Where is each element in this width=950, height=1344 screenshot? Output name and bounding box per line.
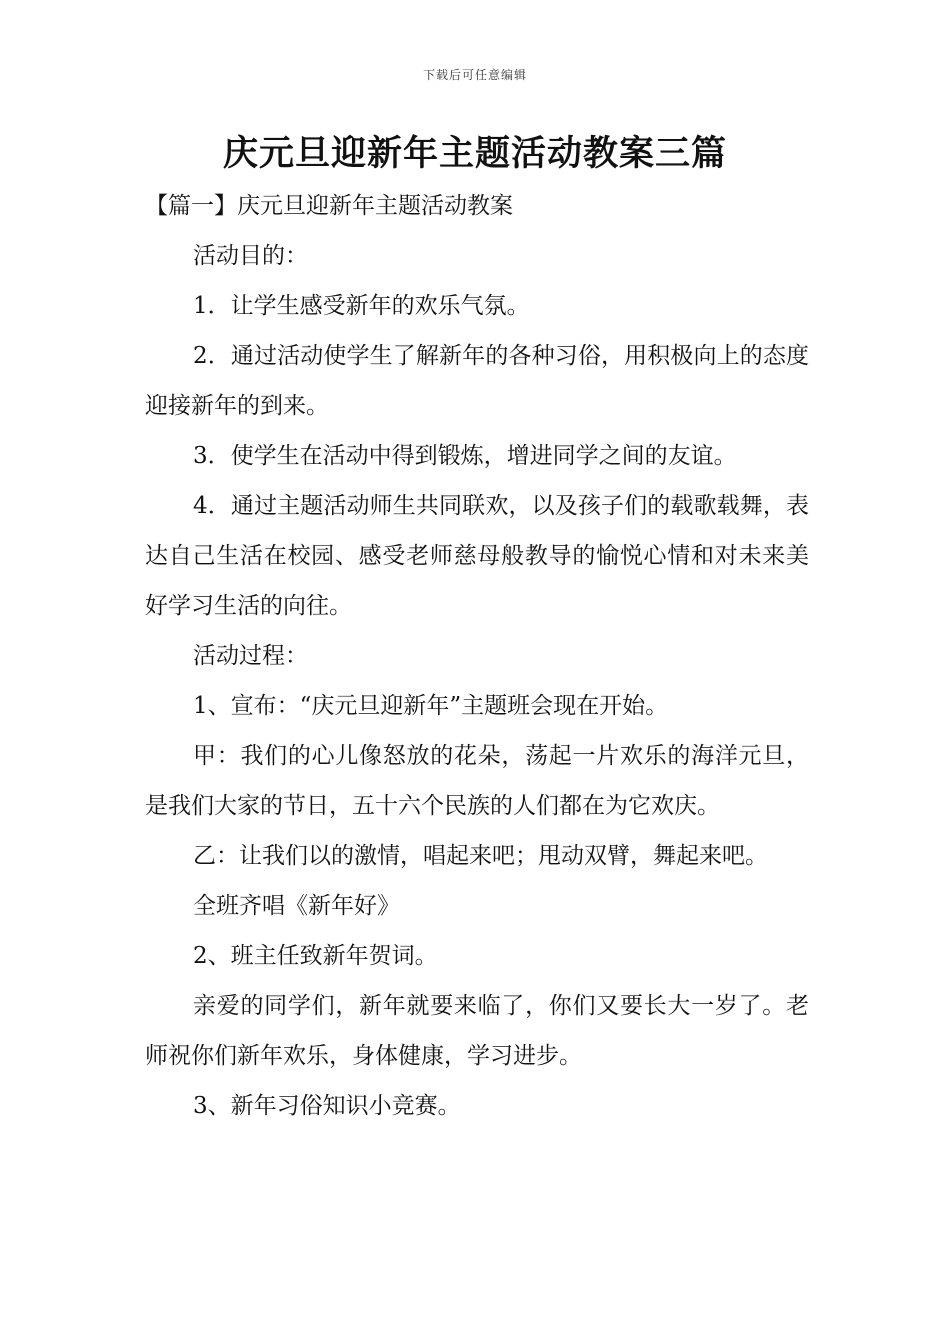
paragraph-activity-goal-heading: 活动目的： — [193, 243, 308, 269]
paragraph-host-b: 乙：让我们以的激情，唱起来吧；甩动双臂，舞起来吧。 — [193, 843, 768, 869]
paragraph-goal-1: 1．让学生感受新年的欢乐气氛。 — [193, 293, 530, 319]
paragraph-step-2: 2、班主任致新年贺词。 — [193, 943, 438, 969]
page-title: 庆元旦迎新年主题活动教案三篇 — [222, 134, 727, 174]
paragraph-greeting: 亲爱的同学们，新年就要来临了，你们又要长大一岁了。老师祝你们新年欢乐，身体健康，学习进步。 — [145, 993, 809, 1069]
header-note: 下载后可任意编辑 — [422, 68, 527, 82]
paragraph-song: 全班齐唱《新年好》 — [193, 893, 400, 919]
paragraph-step-1: 1、宣布：“庆元旦迎新年”主题班会现在开始。 — [193, 693, 669, 719]
document-body — [145, 181, 809, 1131]
paragraph-goal-2: 2．通过活动使学生了解新年的各种习俗，用积极向上的态度迎接新年的到来。 — [145, 343, 809, 419]
section-heading: 【篇一】庆元旦迎新年主题活动教案 — [145, 193, 513, 219]
paragraph-goal-4: 4．通过主题活动师生共同联欢，以及孩子们的载歌载舞，表达自己生活在校园、感受老师慈母般教导的愉悦心情和对未来美好学习生活的向往。 — [145, 493, 809, 619]
paragraph-process-heading: 活动过程： — [193, 643, 308, 669]
paragraph-host-a: 甲：我们的心儿像怒放的花朵，荡起一片欢乐的海洋元旦，是我们大家的节日，五十六个民族的人们都在为它欢庆。 — [145, 743, 809, 819]
paragraph-goal-3: 3．使学生在活动中得到锻炼，增进同学之间的友谊。 — [193, 443, 737, 469]
paragraph-step-3: 3、新年习俗知识小竞赛。 — [193, 1093, 461, 1119]
